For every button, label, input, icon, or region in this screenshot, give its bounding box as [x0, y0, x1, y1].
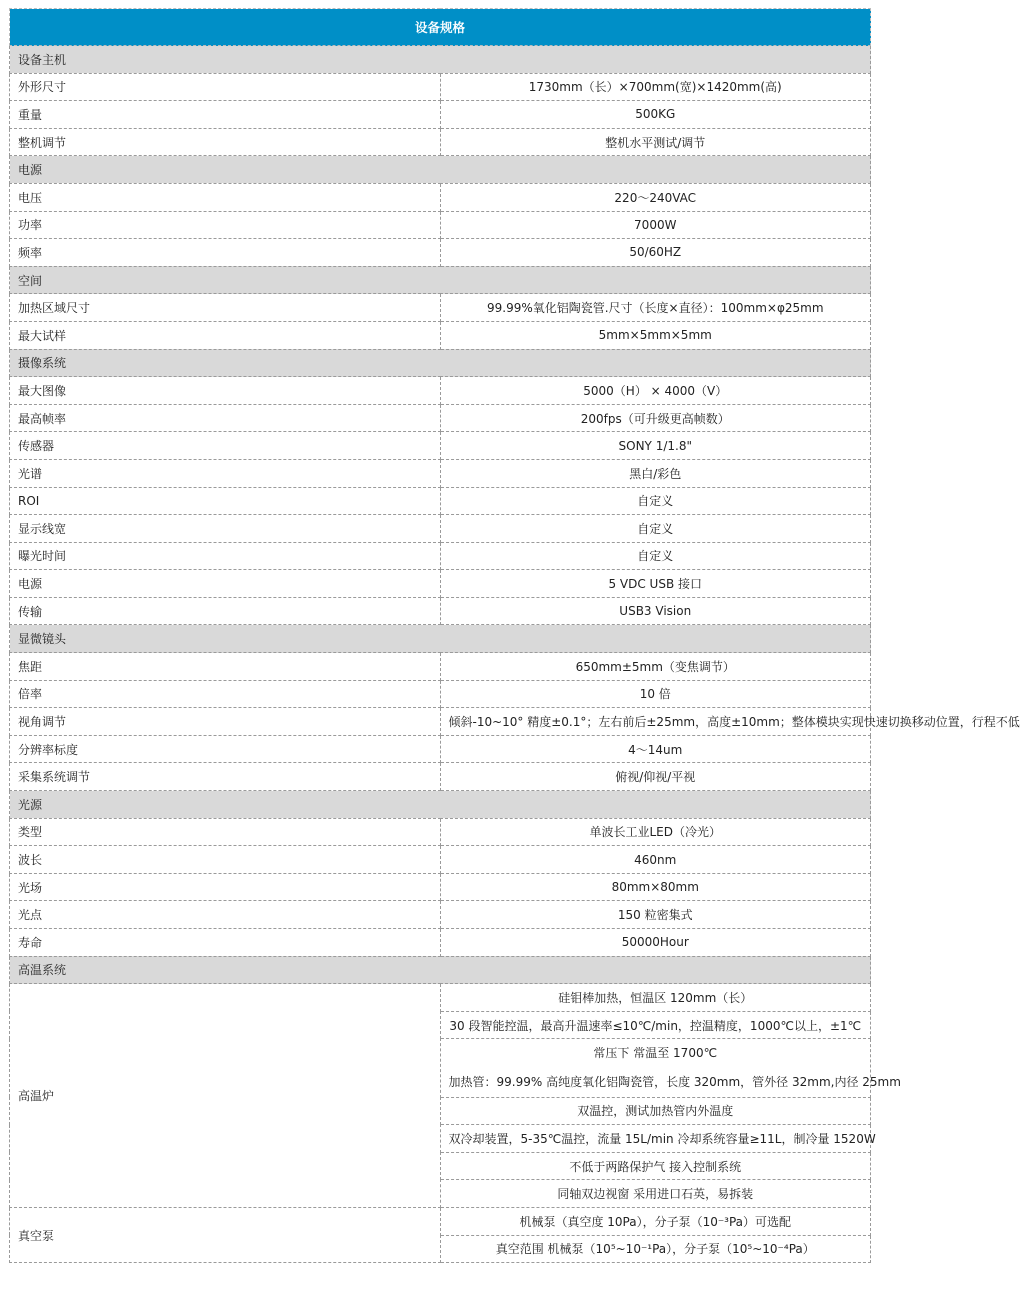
row-label: 传输 — [10, 597, 441, 625]
table-row — [10, 597, 871, 625]
row-label: 采集系统调节 — [10, 763, 441, 791]
row-value: 1730mm（长）×700mm(宽)×1420mm(高) — [440, 73, 871, 101]
table-row — [10, 735, 871, 763]
row-label: 功率 — [10, 211, 441, 239]
row-label: 整机调节 — [10, 128, 441, 156]
row-value: 自定义 — [440, 542, 871, 570]
table-row — [10, 1207, 871, 1235]
table-row — [10, 239, 871, 267]
row-value: 50000Hour — [440, 929, 871, 957]
row-value: 俯视/仰视/平视 — [440, 763, 871, 791]
value-line: 常压下 常温至 1700℃ — [593, 1046, 718, 1061]
row-value: USB3 Vision — [440, 597, 871, 625]
row-value: 150 粒密集式 — [440, 901, 871, 929]
row-value: 650mm±5mm（变焦调节） — [440, 653, 871, 681]
table-row — [10, 459, 871, 487]
section-title: 空间 — [10, 266, 871, 294]
row-value: 4～14um — [440, 735, 871, 763]
row-label: 寿命 — [10, 929, 441, 957]
row-value — [440, 1152, 871, 1180]
value-line: 30 段智能控温，最高升温速率≤10℃/min，控温精度，1000℃以上，±1℃ — [449, 1018, 862, 1033]
row-value: 7000W — [440, 211, 871, 239]
row-label: 最高帧率 — [10, 404, 441, 432]
table-row — [10, 432, 871, 460]
table-row — [10, 818, 871, 846]
table-row — [10, 321, 871, 349]
section-title: 光源 — [10, 791, 871, 819]
row-value: SONY 1/1.8" — [440, 432, 871, 460]
table-title: 设备规格 — [10, 9, 871, 46]
table-row — [10, 984, 871, 1012]
section-title: 摄像系统 — [10, 349, 871, 377]
section-header-row — [10, 156, 871, 184]
row-value — [440, 1039, 901, 1097]
table-row — [10, 653, 871, 681]
row-label: 频率 — [10, 239, 441, 267]
value-line: 不低于两路保护气 接入控制系统 — [569, 1159, 742, 1174]
row-value: 5 VDC USB 接口 — [440, 570, 871, 598]
table-row — [10, 680, 871, 708]
table-row — [10, 183, 871, 211]
row-label: 光点 — [10, 901, 441, 929]
table-row — [10, 101, 871, 129]
value-line: 双温控，测试加热管内外温度 — [577, 1104, 734, 1119]
row-value: 80mm×80mm — [440, 873, 871, 901]
row-value: 220～240VAC — [440, 183, 871, 211]
table-row — [10, 708, 871, 736]
table-row — [10, 873, 871, 901]
row-label: 光场 — [10, 873, 441, 901]
row-label: ROI — [10, 487, 441, 515]
row-value: 整机水平测试/调节 — [440, 128, 871, 156]
table-row — [10, 73, 871, 101]
row-value: 自定义 — [440, 487, 871, 515]
row-label: 显示线宽 — [10, 515, 441, 543]
table-row — [10, 901, 871, 929]
row-value: 机械泵（真空度 10Pa），分子泵（10⁻³Pa）可选配 — [440, 1207, 871, 1235]
spec-table — [9, 8, 1020, 1263]
row-value: 5mm×5mm×5mm — [440, 321, 871, 349]
row-value: 460nm — [440, 846, 871, 874]
table-row — [10, 294, 871, 322]
row-value: 自定义 — [440, 515, 871, 543]
row-label: 电压 — [10, 183, 441, 211]
row-value — [440, 1011, 871, 1039]
row-label: 最大试样 — [10, 321, 441, 349]
row-value: 单波长工业LED（冷光） — [440, 818, 871, 846]
row-label: 焦距 — [10, 653, 441, 681]
value-line: 双冷却装置，5-35℃温控，流量 15L/min 冷却系统容量≥11L，制冷量 1520W — [448, 1131, 876, 1146]
row-label: 外形尺寸 — [10, 73, 441, 101]
section-header-row — [10, 791, 871, 819]
table-row — [10, 404, 871, 432]
table-row — [10, 211, 871, 239]
table-row — [10, 570, 871, 598]
row-label: 真空泵 — [10, 1207, 441, 1262]
row-value: 99.99%氧化铝陶瓷管.尺寸（长度×直径）：100mm×φ25mm — [440, 294, 871, 322]
row-value: 真空范围 机械泵（10⁵~10⁻¹Pa），分子泵（10⁵~10⁻⁴Pa） — [440, 1235, 871, 1263]
value-line: 硅钼棒加热，恒温区 120mm（长） — [558, 990, 753, 1005]
row-value — [440, 1125, 876, 1153]
row-label: 加热区域尺寸 — [10, 294, 441, 322]
row-label: 倍率 — [10, 680, 441, 708]
section-header-row — [10, 46, 871, 74]
row-label: 曝光时间 — [10, 542, 441, 570]
row-label: 重量 — [10, 101, 441, 129]
row-label: 分辨率标度 — [10, 735, 441, 763]
row-value — [440, 1180, 871, 1208]
table-row — [10, 763, 871, 791]
table-row — [10, 542, 871, 570]
section-header-row — [10, 956, 871, 984]
row-label: 波长 — [10, 846, 441, 874]
row-label: 高温炉 — [10, 984, 441, 1208]
row-value — [440, 1097, 871, 1125]
row-label: 视角调节 — [10, 708, 441, 736]
row-value: 10 倍 — [440, 680, 871, 708]
row-label: 最大图像 — [10, 377, 441, 405]
section-header-row — [10, 625, 871, 653]
table-row — [10, 128, 871, 156]
section-title: 设备主机 — [10, 46, 871, 74]
table-row — [10, 487, 871, 515]
table-row — [10, 377, 871, 405]
value-line: 同轴双边视窗 采用进口石英，易拆装 — [557, 1187, 754, 1202]
row-value: 倾斜-10~10° 精度±0.1°；左右前后±25mm，高度±10mm；整体模块实现快速切换移动位置，行程不低 — [440, 708, 871, 736]
row-value — [440, 984, 871, 1012]
row-label: 电源 — [10, 570, 441, 598]
section-title: 显微镜头 — [10, 625, 871, 653]
table-row — [10, 846, 871, 874]
section-title: 高温系统 — [10, 956, 871, 984]
row-label: 光谱 — [10, 459, 441, 487]
row-label: 类型 — [10, 818, 441, 846]
row-value: 500KG — [440, 101, 871, 129]
table-row — [10, 515, 871, 543]
value-line: 加热管：99.99% 高纯度氧化铝陶瓷管，长度 320mm，管外径 32mm,内径 25mm — [448, 1074, 901, 1089]
row-value: 200fps（可升级更高帧数） — [440, 404, 871, 432]
row-value: 黑白/彩色 — [440, 459, 871, 487]
row-label: 传感器 — [10, 432, 441, 460]
row-value: 5000（H） × 4000（V） — [440, 377, 871, 405]
section-title: 电源 — [10, 156, 871, 184]
table-row — [10, 929, 871, 957]
section-header-row — [10, 266, 871, 294]
row-value: 50/60HZ — [440, 239, 871, 267]
section-header-row — [10, 349, 871, 377]
